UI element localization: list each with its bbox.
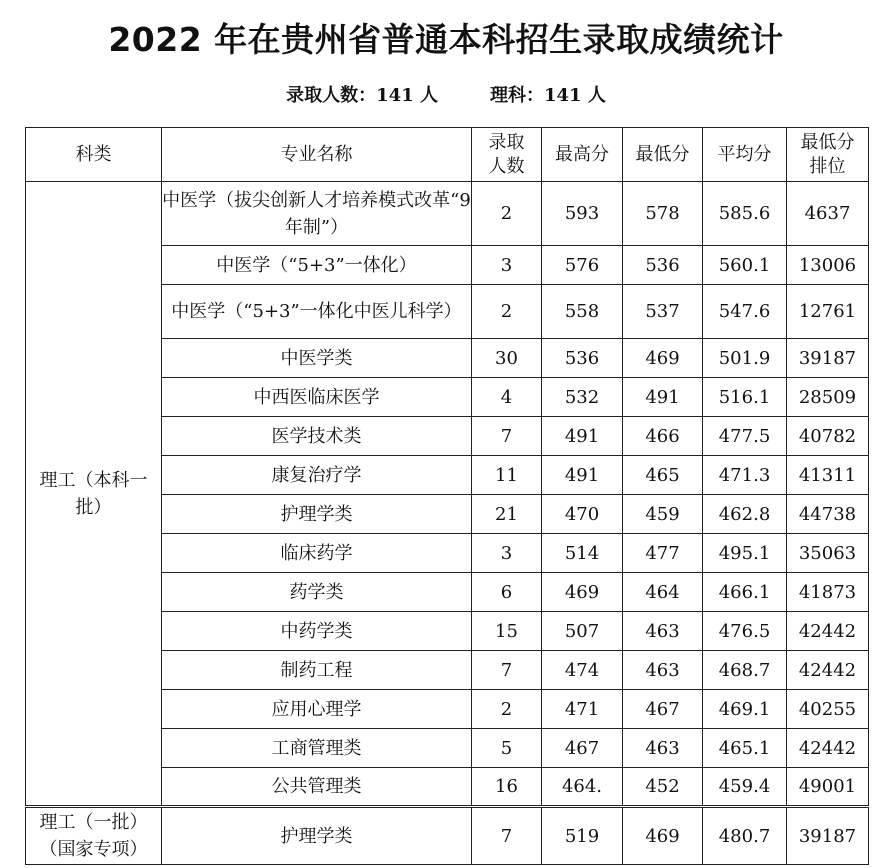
min-score-cell: 465 bbox=[623, 456, 703, 495]
max-score-cell: 464. bbox=[542, 768, 623, 807]
count-cell: 4 bbox=[472, 378, 542, 417]
major-cell: 药学类 bbox=[162, 573, 472, 612]
min-score-cell: 491 bbox=[623, 378, 703, 417]
major-cell: 中医学（“5+3”一体化） bbox=[162, 246, 472, 285]
count-cell: 3 bbox=[472, 246, 542, 285]
min-score-cell: 466 bbox=[623, 417, 703, 456]
count-cell: 16 bbox=[472, 768, 542, 807]
max-score-cell: 558 bbox=[542, 285, 623, 339]
count-cell: 2 bbox=[472, 285, 542, 339]
major-cell: 中西医临床医学 bbox=[162, 378, 472, 417]
min-score-cell: 467 bbox=[623, 690, 703, 729]
category-cell: 理工（一批）（国家专项） bbox=[26, 807, 162, 865]
major-cell: 中医学类 bbox=[162, 339, 472, 378]
avg-score-cell: 585.6 bbox=[703, 182, 787, 246]
rank-cell: 49001 bbox=[787, 768, 869, 807]
avg-score-cell: 495.1 bbox=[703, 534, 787, 573]
count-cell: 30 bbox=[472, 339, 542, 378]
count-cell: 7 bbox=[472, 807, 542, 865]
rank-cell: 35063 bbox=[787, 534, 869, 573]
rank-cell: 42442 bbox=[787, 612, 869, 651]
major-cell: 医学技术类 bbox=[162, 417, 472, 456]
major-cell: 制药工程 bbox=[162, 651, 472, 690]
avg-score-cell: 466.1 bbox=[703, 573, 787, 612]
min-score-cell: 537 bbox=[623, 285, 703, 339]
count-cell: 11 bbox=[472, 456, 542, 495]
category-cell: 理工（本科一批） bbox=[26, 182, 162, 807]
header-category: 科类 bbox=[26, 128, 162, 182]
avg-score-cell: 462.8 bbox=[703, 495, 787, 534]
max-score-cell: 470 bbox=[542, 495, 623, 534]
rank-cell: 13006 bbox=[787, 246, 869, 285]
admission-summary bbox=[0, 81, 892, 107]
avg-score-cell: 560.1 bbox=[703, 246, 787, 285]
major-cell: 工商管理类 bbox=[162, 729, 472, 768]
max-score-cell: 536 bbox=[542, 339, 623, 378]
rank-cell: 4637 bbox=[787, 182, 869, 246]
rank-cell: 40782 bbox=[787, 417, 869, 456]
count-cell: 5 bbox=[472, 729, 542, 768]
count-cell: 7 bbox=[472, 651, 542, 690]
min-score-cell: 578 bbox=[623, 182, 703, 246]
count-cell: 3 bbox=[472, 534, 542, 573]
rank-cell: 28509 bbox=[787, 378, 869, 417]
max-score-cell: 519 bbox=[542, 807, 623, 865]
min-score-cell: 469 bbox=[623, 339, 703, 378]
avg-score-cell: 501.9 bbox=[703, 339, 787, 378]
rank-cell: 39187 bbox=[787, 807, 869, 865]
min-score-cell: 463 bbox=[623, 651, 703, 690]
min-score-cell: 459 bbox=[623, 495, 703, 534]
major-cell: 康复治疗学 bbox=[162, 456, 472, 495]
rank-cell: 40255 bbox=[787, 690, 869, 729]
science-total: 理科：141 人 bbox=[490, 85, 606, 106]
max-score-cell: 593 bbox=[542, 182, 623, 246]
avg-score-cell: 471.3 bbox=[703, 456, 787, 495]
major-cell: 护理学类 bbox=[162, 807, 472, 865]
header-rank: 最低分排位 bbox=[787, 128, 869, 182]
major-cell: 应用心理学 bbox=[162, 690, 472, 729]
major-cell: 中医学（拔尖创新人才培养模式改革“9 年制”） bbox=[162, 182, 472, 246]
max-score-cell: 469 bbox=[542, 573, 623, 612]
count-cell: 15 bbox=[472, 612, 542, 651]
max-score-cell: 491 bbox=[542, 417, 623, 456]
admission-score-table bbox=[25, 127, 869, 865]
rank-cell: 42442 bbox=[787, 651, 869, 690]
min-score-cell: 464 bbox=[623, 573, 703, 612]
page-title: 2022 年在贵州省普通本科招生录取成绩统计 bbox=[108, 20, 784, 59]
max-score-cell: 576 bbox=[542, 246, 623, 285]
avg-score-cell: 477.5 bbox=[703, 417, 787, 456]
count-cell: 6 bbox=[472, 573, 542, 612]
avg-score-cell: 459.4 bbox=[703, 768, 787, 807]
max-score-cell: 474 bbox=[542, 651, 623, 690]
major-cell: 护理学类 bbox=[162, 495, 472, 534]
rank-cell: 42442 bbox=[787, 729, 869, 768]
major-cell: 中药学类 bbox=[162, 612, 472, 651]
max-score-cell: 467 bbox=[542, 729, 623, 768]
header-avg: 平均分 bbox=[703, 128, 787, 182]
rank-cell: 41311 bbox=[787, 456, 869, 495]
min-score-cell: 452 bbox=[623, 768, 703, 807]
max-score-cell: 491 bbox=[542, 456, 623, 495]
count-cell: 2 bbox=[472, 690, 542, 729]
admitted-total: 录取人数：141 人 bbox=[286, 85, 438, 106]
min-score-cell: 463 bbox=[623, 612, 703, 651]
max-score-cell: 507 bbox=[542, 612, 623, 651]
header-count: 录取人数 bbox=[472, 128, 542, 182]
major-cell: 中医学（“5+3”一体化中医儿科学） bbox=[162, 285, 472, 339]
min-score-cell: 477 bbox=[623, 534, 703, 573]
header-major: 专业名称 bbox=[162, 128, 472, 182]
avg-score-cell: 465.1 bbox=[703, 729, 787, 768]
avg-score-cell: 469.1 bbox=[703, 690, 787, 729]
avg-score-cell: 516.1 bbox=[703, 378, 787, 417]
avg-score-cell: 480.7 bbox=[703, 807, 787, 865]
table-header-row bbox=[26, 128, 869, 182]
major-cell: 公共管理类 bbox=[162, 768, 472, 807]
table-row bbox=[26, 182, 869, 246]
max-score-cell: 514 bbox=[542, 534, 623, 573]
count-cell: 21 bbox=[472, 495, 542, 534]
avg-score-cell: 468.7 bbox=[703, 651, 787, 690]
max-score-cell: 532 bbox=[542, 378, 623, 417]
min-score-cell: 536 bbox=[623, 246, 703, 285]
avg-score-cell: 547.6 bbox=[703, 285, 787, 339]
min-score-cell: 463 bbox=[623, 729, 703, 768]
avg-score-cell: 476.5 bbox=[703, 612, 787, 651]
count-cell: 2 bbox=[472, 182, 542, 246]
major-cell: 临床药学 bbox=[162, 534, 472, 573]
rank-cell: 12761 bbox=[787, 285, 869, 339]
min-score-cell: 469 bbox=[623, 807, 703, 865]
header-max: 最高分 bbox=[542, 128, 623, 182]
rank-cell: 39187 bbox=[787, 339, 869, 378]
max-score-cell: 471 bbox=[542, 690, 623, 729]
header-min: 最低分 bbox=[623, 128, 703, 182]
count-cell: 7 bbox=[472, 417, 542, 456]
rank-cell: 44738 bbox=[787, 495, 869, 534]
table-row bbox=[26, 807, 869, 865]
rank-cell: 41873 bbox=[787, 573, 869, 612]
